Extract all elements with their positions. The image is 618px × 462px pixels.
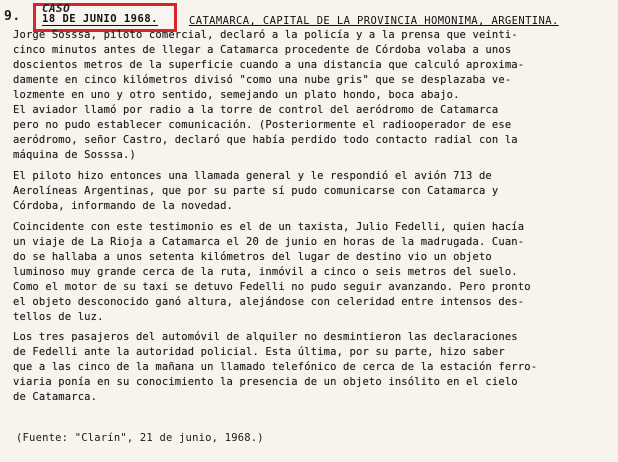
body-line: un viaje de La Rioja a Catamarca el 20 de junio en horas de la madrugada. Cuan- xyxy=(13,236,525,248)
body-line: pero no pudo establecer comunicación. (Posteriormente el radiooperador de ese xyxy=(13,119,512,131)
body-line: do se hallaba a unos setenta kilómetros del lugar de destino vio un objeto xyxy=(13,251,492,263)
body-line: Jorge Sosssa, piloto comercial, declaró a la policía y a la prensa que veinti- xyxy=(13,29,518,41)
body-line: máquina de Sosssa.) xyxy=(13,149,136,161)
body-line: luminoso muy grande cerca de la ruta, inmóvil a cinco o seis metros del suelo. xyxy=(13,266,518,278)
body-line: viaria ponía en su conocimiento la presencia de un objeto insólito en el cielo xyxy=(13,376,518,388)
source-citation: (Fuente: "Clarín", 21 de junio, 1968.) xyxy=(16,432,264,444)
body-line: aeródromo, señor Castro, declaró que había perdido todo contacto radial con la xyxy=(13,134,518,146)
body-line: que a las cinco de la mañana un llamado telefónico de cerca de la estación ferro- xyxy=(13,361,538,373)
body-line: lozmente en uno y otro sentido, semejando un plato hondo, boca abajo. xyxy=(13,89,460,101)
body-line: cinco minutos antes de llegar a Catamarca procedente de Córdoba volaba a unos xyxy=(13,44,512,56)
body-line: tellos de luz. xyxy=(13,311,104,323)
case-date: 18 DE JUNIO 1968. xyxy=(42,13,158,25)
body-line: el objeto desconocido ganó altura, alejándose con celeridad entre intensos des- xyxy=(13,296,525,308)
body-line: Córdoba, informando de la novedad. xyxy=(13,200,234,212)
dateline: CATAMARCA, CAPITAL DE LA PROVINCIA HOMONIMA, ARGENTINA. xyxy=(189,15,559,27)
body-line: Aerolíneas Argentinas, que por su parte sí pudo comunicarse con Catamarca y xyxy=(13,185,499,197)
body-line: El piloto hizo entonces una llamada general y le respondió el avión 713 de xyxy=(13,170,492,182)
body-line: Coincidente con este testimonio es el de un taxista, Julio Fedelli, quien hacía xyxy=(13,221,525,233)
case-number: 9. xyxy=(4,9,21,24)
case-label: CASO xyxy=(42,2,71,15)
body-line: Como el motor de su taxi se detuvo Fedelli no pudo seguir avanzando. Pero pronto xyxy=(13,281,531,293)
body-line: damente en cinco kilómetros divisó "como una nube gris" que se desplazaba ve- xyxy=(13,74,512,86)
body-line: de Fedelli ante la autoridad policial. Esta última, por su parte, hizo saber xyxy=(13,346,505,358)
body-line: de Catamarca. xyxy=(13,391,98,403)
body-line: Los tres pasajeros del automóvil de alquiler no desmintieron las declaraciones xyxy=(13,331,518,343)
body-line: doscientos metros de la superficie cuando a una distancia que calculó aproxima- xyxy=(13,59,525,71)
body-line: El aviador llamó por radio a la torre de control del aeródromo de Catamarca xyxy=(13,104,499,116)
